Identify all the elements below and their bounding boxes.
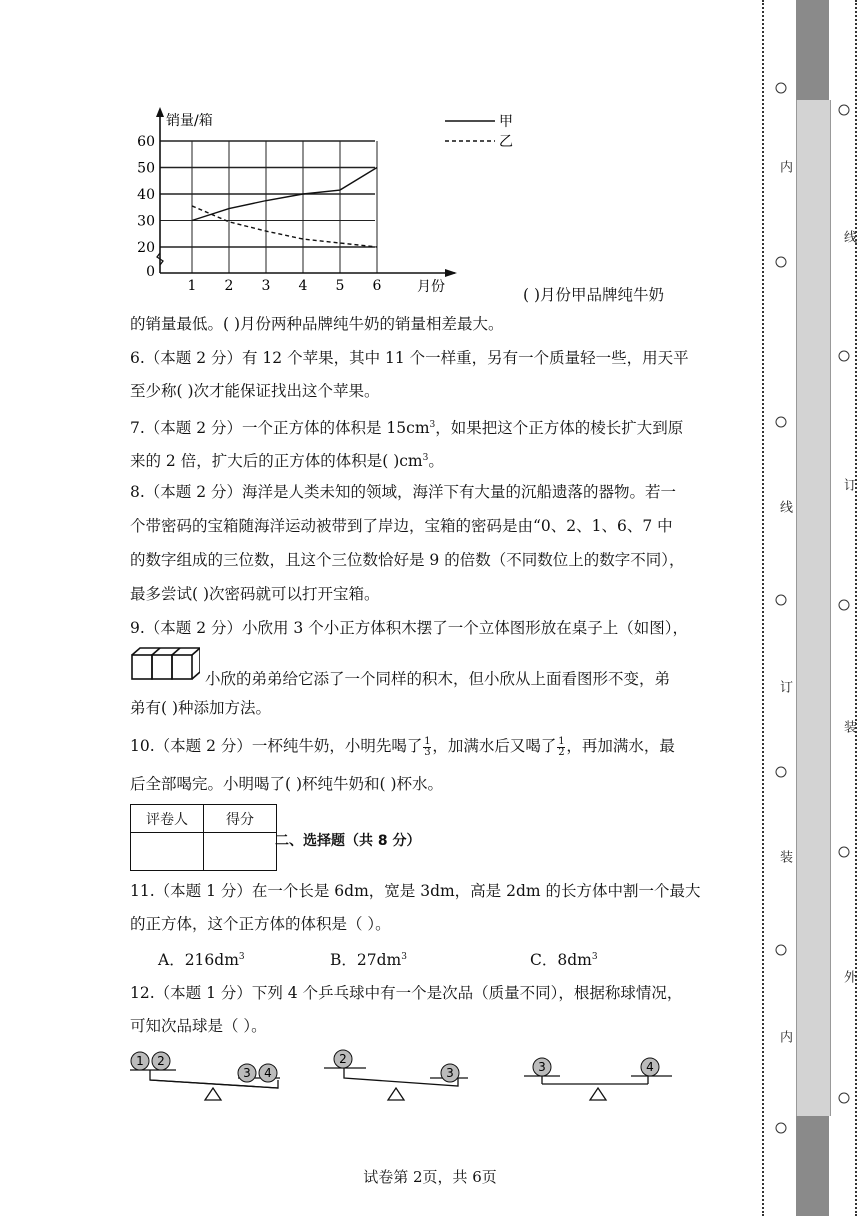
chart-labels <box>137 112 513 295</box>
y-tick-label: 60 <box>137 134 155 150</box>
q11-choice-c[interactable]: C．$8dm^3$ <box>530 951 598 969</box>
cube-blocks-figure <box>130 645 200 685</box>
svg-text:4: 4 <box>646 1060 654 1074</box>
x-tick-label: 5 <box>335 278 345 294</box>
q9-line2: 小欣的弟弟给它添了一个同样的积木，但小欣从上面看图形不变，弟 <box>205 670 671 688</box>
x-tick-label: 6 <box>372 278 382 294</box>
q11-choice-a[interactable]: A．$216dm^3$ <box>158 951 245 969</box>
balance-scales-figure <box>128 1046 688 1106</box>
y-tick-label: 40 <box>137 187 155 203</box>
x-tick-label: 4 <box>298 278 308 294</box>
q5-line2: 的销量最低。( )月份两种品牌纯牛奶的销量相差最大。 <box>130 315 504 333</box>
q11-line1: 11.（本题 1 分）在一个长是 6dm，宽是 3dm，高是 2dm 的长方体中割一个最大 <box>130 882 701 900</box>
x-axis-arrow <box>445 269 457 277</box>
q10-line1: 10.（本题 2 分）一杯纯牛奶，小明先喝了 $\frac{1}{3}$ ，加满水后又喝了 $\frac{1}{2}$ ，再加满水，最 <box>130 735 675 758</box>
q12-line2: 可知次品球是（ ）。 <box>130 1017 267 1035</box>
page-footer: 试卷第 2页，共 6页 <box>363 1168 497 1186</box>
q8-line3: 的数字组成的三位数，且这个三位数恰好是 9 的倍数（不同数位上的数字不同）， <box>130 551 685 569</box>
q7-line1: 7.（本题 2 分）一个正方体的体积是 $15cm^3$，如果把这个正方体的棱长扩大到原 <box>130 419 684 438</box>
fraction-one-half: $\frac{1}{2}$ <box>558 735 565 758</box>
score-table-grader-header: 评卷人 <box>131 805 204 833</box>
chart-axes <box>156 107 457 277</box>
score-table-grader-cell[interactable] <box>131 833 204 871</box>
x-tick-label: 1 <box>187 278 197 294</box>
y-axis-label: 销量/箱 <box>166 113 213 129</box>
score-table <box>130 804 277 871</box>
q9-line3: 弟有( )种添加方法。 <box>130 699 272 717</box>
legend-label-2: 乙 <box>499 134 513 150</box>
chart-series <box>192 168 377 248</box>
y-axis-arrow <box>156 107 164 117</box>
x-axis-label: 月份 <box>417 279 445 295</box>
y-tick-label: 30 <box>137 213 155 230</box>
q11-line2: 的正方体，这个正方体的体积是（ ）。 <box>130 915 391 933</box>
score-table-score-cell[interactable] <box>204 833 277 871</box>
chart-grid <box>160 141 377 273</box>
q8-line4: 最多尝试( )次密码就可以打开宝箱。 <box>130 585 380 603</box>
svg-text:3: 3 <box>446 1066 454 1080</box>
legend-label-1: 甲 <box>499 114 513 130</box>
q12-line1: 12.（本题 1 分）下列 4 个乒乓球中有一个是次品（质量不同），根据称球情况， <box>130 984 683 1002</box>
q8-line2: 个带密码的宝箱随海洋运动被带到了岸边，宝箱的密码是由“0、2、1、6、7 中 <box>130 517 673 535</box>
svg-text:4: 4 <box>264 1066 272 1080</box>
score-table-score-header: 得分 <box>204 805 277 833</box>
y-tick-label: 20 <box>137 240 155 256</box>
x-tick-label: 2 <box>224 278 234 294</box>
ball-label: 1 <box>136 1054 144 1068</box>
q8-line1: 8.（本题 2 分）海洋是人类未知的领域，海洋下有大量的沉船遗落的器物。若一 <box>130 483 677 501</box>
q6-line2: 至少称( )次才能保证找出这个苹果。 <box>130 382 380 400</box>
svg-text:2: 2 <box>339 1052 347 1066</box>
y-tick-label: 50 <box>137 160 155 177</box>
q6-line1: 6.（本题 2 分）有 12 个苹果，其中 11 个一样重，另有一个质量轻一些，用天平 <box>130 349 689 367</box>
svg-text:2: 2 <box>157 1054 165 1068</box>
svg-text:3: 3 <box>243 1066 251 1080</box>
fraction-one-third: $\frac{1}{3}$ <box>424 735 431 758</box>
section-title: 二、选择题（共 8 分） <box>275 833 421 849</box>
svg-text:3: 3 <box>538 1060 546 1074</box>
y-tick-label: 0 <box>146 264 155 280</box>
binding-margin: 内 线 订 装 内 线 订 装 外 <box>755 0 860 1216</box>
q7-line2: 来的 2 倍，扩大后的正方体的体积是( )$cm^3$。 <box>130 452 444 471</box>
q11-choice-b[interactable]: B．$27dm^3$ <box>330 951 407 969</box>
q10-line2: 后全部喝完。小明喝了( )杯纯牛奶和( )杯水。 <box>130 775 444 793</box>
q9-line1: 9.（本题 2 分）小欣用 3 个小正方体积木摆了一个立体图形放在桌子上（如图）， <box>130 619 688 637</box>
q5-line1: ( )月份甲品牌纯牛奶 <box>523 286 665 304</box>
x-tick-label: 3 <box>261 278 271 294</box>
sales-line-chart <box>125 105 665 305</box>
